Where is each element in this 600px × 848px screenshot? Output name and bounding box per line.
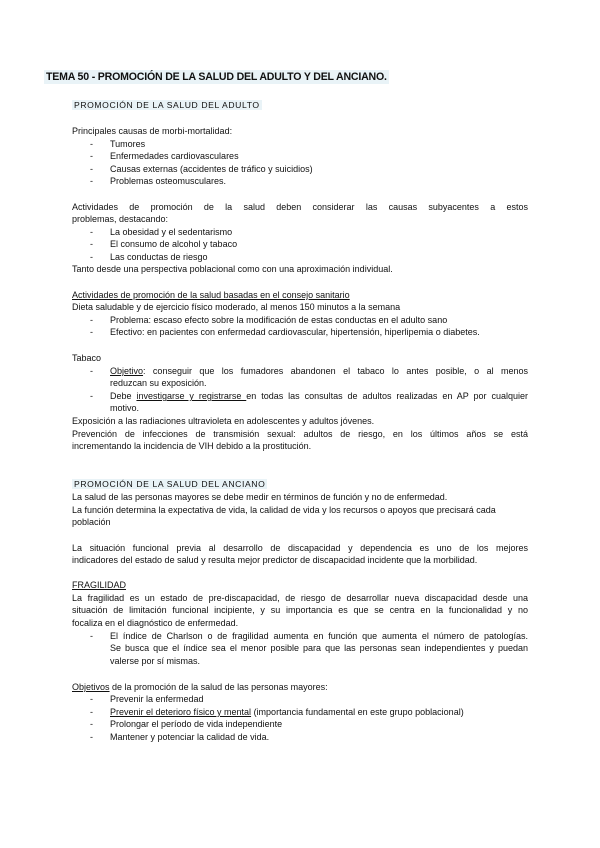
list-item: Problema: escaso efecto sobre la modificación de estas conductas en el adulto sano [110,315,448,325]
list-item-cont: valerse por sí mismas. [110,656,201,666]
causas-intro: Principales causas de morbi-mortalidad: [72,126,233,136]
paragraph-line: La situación funcional previa al desarrollo de discapacidad y dependencia es uno de los mejores [72,543,528,553]
list-item: Objetivo: conseguir que los fumadores abandonen el tabaco lo antes posible, o al menos [110,366,528,376]
page-title: TEMA 50 - PROMOCIÓN DE LA SALUD DEL ADULTO Y DEL ANCIANO. [46,71,387,83]
bullet-dash: - [90,315,93,325]
list-item-cont: reduzcan su exposición. [110,378,207,388]
paragraph-line: La fragilidad es un estado de pre-discapacidad, de riesgo de desarrollar nueva discapacidad desde una [72,593,528,603]
subheading-tabaco: Tabaco [72,353,102,363]
bullet-dash: - [90,327,93,337]
paragraph-line: La salud de las personas mayores se debe medir en términos de función y no de enfermedad. [72,492,448,502]
paragraph-line: Prevención de infecciones de transmisión sexual: adultos de riesgo, en los últimos años se está [72,429,528,439]
list-item: Debe investigarse y registrarse en todas las consultas de adultos realizadas en AP por cualquier [110,391,528,401]
bullet-dash: - [90,239,93,249]
bullet-dash: - [90,366,93,376]
paragraph-line: Exposición a las radiaciones ultravioleta en adolescentes y adultos jóvenes. [72,416,375,426]
bullet-dash: - [90,227,93,237]
paragraph-line: La función determina la expectativa de vida, la calidad de vida y los recursos o apoyos que precisará cada [72,505,496,515]
bullet-dash: - [90,164,93,174]
list-item-cont: Se busca que el índice sea el menor posible para que las personas sean independientes y puedan [110,643,528,653]
bullet-dash: - [90,719,93,729]
paragraph-line: población [72,517,111,527]
list-item: Enfermedades cardiovasculares [110,151,239,161]
bullet-dash: - [90,694,93,704]
list-item: Tumores [110,139,146,149]
paragraph-line: focaliza en el diagnóstico de enfermedad. [72,618,239,628]
bullet-dash: - [90,391,93,401]
bullet-dash: - [90,176,93,186]
list-item: Prolongar el período de vida independiente [110,719,283,729]
objetivos-intro: Objetivos de la promoción de la salud de las personas mayores: [72,682,328,692]
list-item: El índice de Charlson o de fragilidad aumenta en función que aumenta el número de patologías. [110,631,528,641]
section-heading-anciano: PROMOCIÓN DE LA SALUD DEL ANCIANO [74,479,266,489]
paragraph-line: problemas, destacando: [72,214,169,224]
list-item-cont: motivo. [110,403,140,413]
paragraph-line: Tanto desde una perspectiva poblacional como con una aproximación individual. [72,264,393,274]
list-item: El consumo de alcohol y tabaco [110,239,238,249]
subheading-fragilidad: FRAGILIDAD [72,580,127,590]
list-item: Mantener y potenciar la calidad de vida. [110,732,270,742]
bullet-dash: - [90,252,93,262]
paragraph-line: situación de limitación funcional incipiente, y su importancia es que se centra en la funcionalidad y no [72,605,528,615]
section-heading-adulto: PROMOCIÓN DE LA SALUD DEL ADULTO [74,100,260,110]
list-item: Prevenir el deterioro físico y mental (importancia fundamental en este grupo poblacional) [110,707,464,717]
list-item: Prevenir la enfermedad [110,694,204,704]
bullet-dash: - [90,139,93,149]
paragraph-line: Dieta saludable y de ejercicio físico moderado, al menos 150 minutos a la semana [72,302,401,312]
bullet-dash: - [90,732,93,742]
bullet-dash: - [90,151,93,161]
list-item: Causas externas (accidentes de tráfico y suicidios) [110,164,313,174]
subheading-consejo: Actividades de promoción de la salud basadas en el consejo sanitario [72,290,350,300]
list-item: La obesidad y el sedentarismo [110,227,233,237]
bullet-dash: - [90,631,93,641]
paragraph-line: Actividades de promoción de la salud deben considerar las causas subyacentes a estos [72,202,528,212]
list-item: Efectivo: en pacientes con enfermedad cardiovascular, hipertensión, hiperlipemia o diabetes. [110,327,480,337]
paragraph-line: incrementando la incidencia de VIH debido a la prostitución. [72,441,312,451]
paragraph-line: indicadores del estado de salud y resulta mejor predictor de discapacidad incidente que la morbilidad. [72,555,478,565]
bullet-dash: - [90,707,93,717]
list-item: Las conductas de riesgo [110,252,208,262]
list-item: Problemas osteomusculares. [110,176,227,186]
